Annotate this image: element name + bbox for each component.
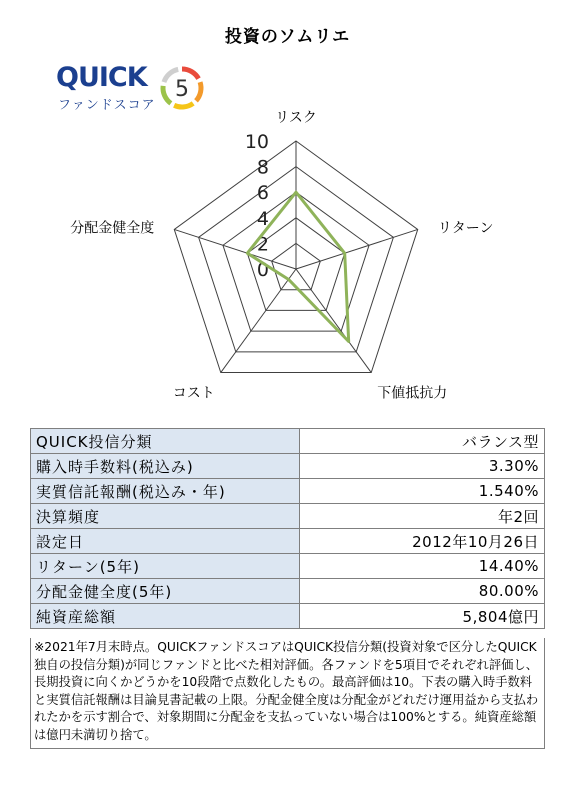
scale-tick-label: 4 bbox=[256, 207, 269, 230]
row-label: 分配金健全度(5年) bbox=[31, 579, 300, 604]
scale-tick-label: 2 bbox=[256, 233, 269, 256]
axis-label: リターン bbox=[437, 220, 494, 237]
row-value: 1.540% bbox=[300, 479, 545, 504]
row-value: バランス型 bbox=[300, 429, 545, 454]
row-label: リターン(5年) bbox=[31, 554, 300, 579]
footnote: ※2021年7月末時点。QUICKファンドスコアはQUICK投信分類(投資対象で区分したQUICK独自の投信分類)が同じファンドと比べた相対評価。各ファンドを5項目でそれぞれ評価し、長期投資に向くかどうかを10段階で点数化したもの。最高評価は10。下表の購入時手数料と実質信託報酬は目論見書記載の上限。分配金健全度は分配金がどれだけ運用益から支払われたかを示す割合で、対象期間に分配金を支払っていない場合は100%とする。純資産総額は億円未満切り捨て。 bbox=[30, 638, 545, 749]
fund-info-table bbox=[30, 428, 545, 629]
page-title: 投資のソムリエ bbox=[224, 27, 351, 47]
table-row bbox=[31, 579, 545, 604]
row-value: 2012年10月26日 bbox=[300, 529, 545, 554]
spoke-line bbox=[174, 229, 296, 269]
axis-label: 下値抵抗力 bbox=[377, 385, 448, 402]
table-row bbox=[31, 529, 545, 554]
logo-subtitle: ファンドスコア bbox=[58, 98, 156, 113]
table-row bbox=[31, 429, 545, 454]
spoke-line bbox=[296, 269, 371, 373]
row-label: 購入時手数料(税込み) bbox=[31, 454, 300, 479]
radar-spokes bbox=[174, 141, 417, 373]
row-value: 14.40% bbox=[300, 554, 545, 579]
logo-brand: QUICK bbox=[56, 62, 147, 93]
scale-tick-label: 6 bbox=[256, 182, 269, 205]
scale-tick-label: 0 bbox=[256, 259, 269, 281]
row-value: 5,804億円 bbox=[300, 604, 545, 629]
row-label: QUICK投信分類 bbox=[31, 429, 300, 454]
spoke-line bbox=[221, 269, 296, 373]
table-row bbox=[31, 504, 545, 529]
table-row bbox=[31, 479, 545, 504]
radar-axis-labels bbox=[70, 110, 493, 402]
radar-chart bbox=[0, 100, 575, 430]
row-label: 実質信託報酬(税込み・年) bbox=[31, 479, 300, 504]
logo-score: 5 bbox=[175, 77, 189, 102]
table-row bbox=[31, 454, 545, 479]
row-label: 決算頻度 bbox=[31, 504, 300, 529]
row-label: 設定日 bbox=[31, 529, 300, 554]
table-row bbox=[31, 604, 545, 629]
table-row bbox=[31, 554, 545, 579]
row-value: 年2回 bbox=[300, 504, 545, 529]
axis-label: 分配金健全度 bbox=[70, 220, 155, 237]
axis-label: コスト bbox=[172, 385, 215, 402]
scale-tick-label: 8 bbox=[256, 156, 269, 179]
spoke-line bbox=[296, 229, 418, 269]
row-value: 80.00% bbox=[300, 579, 545, 604]
scale-tick-label: 10 bbox=[244, 131, 269, 153]
row-label: 純資産総額 bbox=[31, 604, 300, 629]
axis-label: リスク bbox=[275, 110, 317, 126]
row-value: 3.30% bbox=[300, 454, 545, 479]
